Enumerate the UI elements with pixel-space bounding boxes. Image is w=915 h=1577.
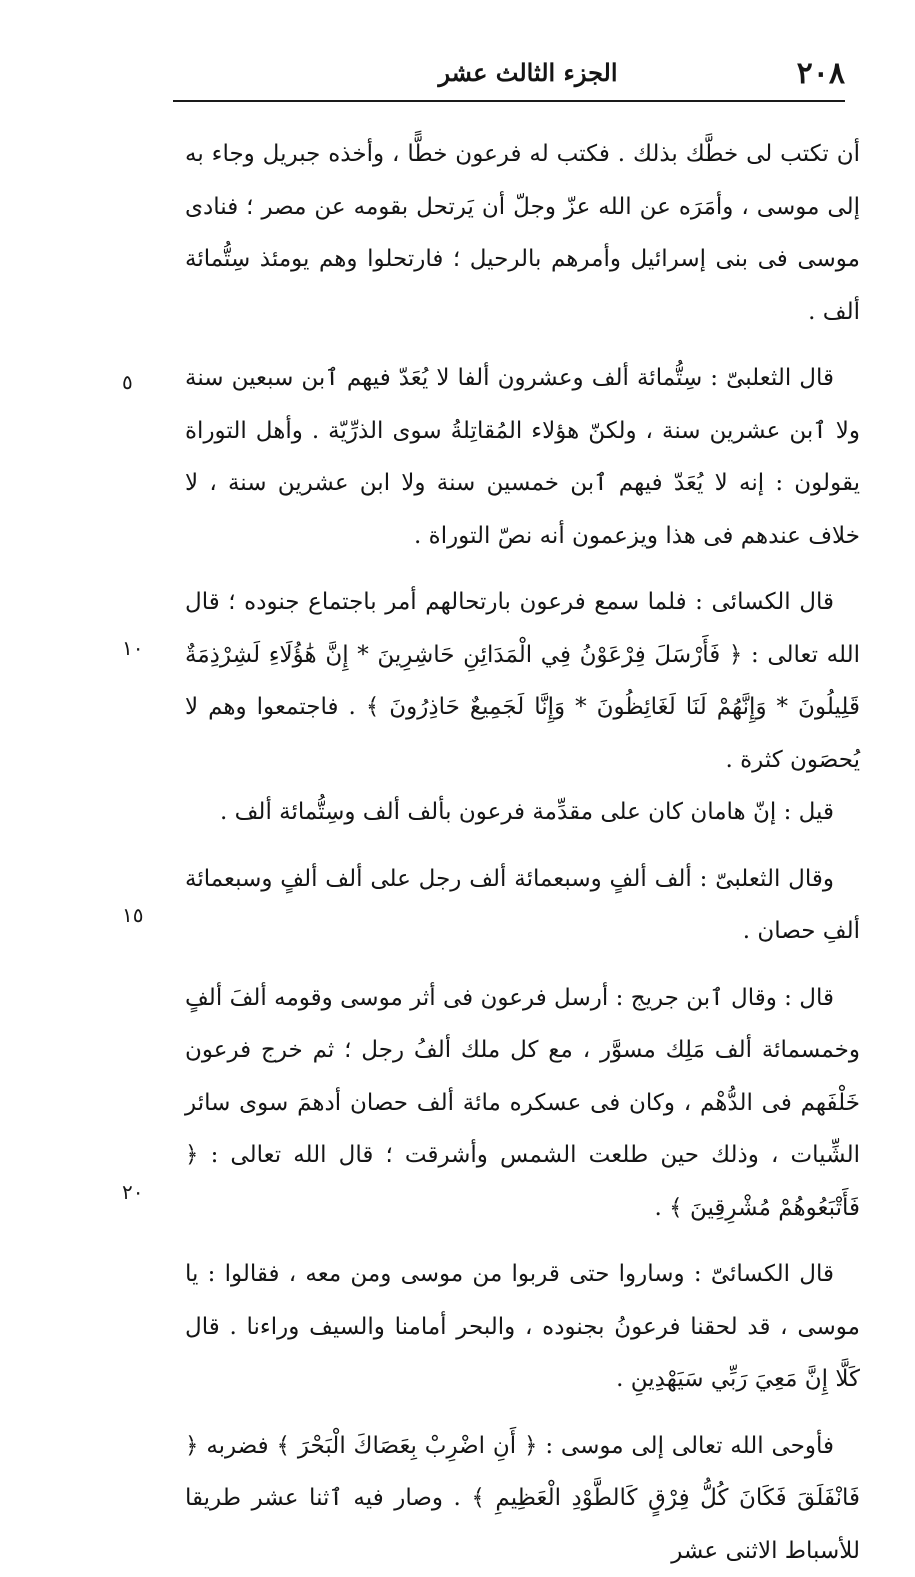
- paragraph: وقال الثعلبىّ : ألف ألفٍ وسبعمائة ألف رجل على ألف ألفٍ وسبعمائة ألفِ حصان .: [185, 853, 860, 958]
- page-number: ٢٠٨: [797, 56, 845, 91]
- running-title: الجزء الثالث عشر: [413, 58, 643, 87]
- line-number: ٢٠: [122, 1180, 143, 1204]
- margin-line-numbers: [0, 0, 180, 1353]
- body-text: [185, 128, 860, 1577]
- paragraph: قال الكسائى : فلما سمع فرعون بارتحالهم أمر باجتماع جنوده ؛ قال الله تعالى : ﴿ فَأَرْسَلَ فِرْعَوْنُ فِي الْمَدَائِنِ حَاشِرِينَ * إِنَّ هَٰؤُلَاءِ لَشِرْذِمَةٌ قَلِيلُونَ * وَإِنَّهُمْ لَنَا لَغَائِظُونَ * وَإِنَّا لَجَمِيعٌ حَاذِرُونَ ﴾ . فاجتمعوا وهم لا يُحصَون كثرة .: [185, 576, 860, 786]
- paragraph: قال الكسائىّ : وساروا حتى قربوا من موسى ومن معه ، فقالوا : يا موسى ، قد لحقنا فرعونُ بجنوده ، والبحر أمامنا والسيف وراءنا . قال كَلَّا إِنَّ مَعِيَ رَبِّي سَيَهْدِينِ .: [185, 1248, 860, 1406]
- paragraph: فأوحى الله تعالى إلى موسى : ﴿ أَنِ اضْرِبْ بِعَصَاكَ الْبَحْرَ ﴾ فضربه ﴿ فَانْفَلَقَ فَكَانَ كُلُّ فِرْقٍ كَالطَّوْدِ الْعَظِيمِ ﴾ . وصار فيه ٱثنا عشر طريقا للأسباط الاثنى عشر: [185, 1420, 860, 1577]
- paragraph: قيل : إنّ هامان كان على مقدِّمة فرعون بألف ألف وسِتُّمائة ألف .: [185, 786, 860, 839]
- paragraph: قال : وقال ٱبن جريج : أرسل فرعون فى أثر موسى وقومه ألفَ ألفٍ وخمسمائة ألف مَلِك مسوَّر ، مع كل ملك ألفُ رجل ؛ ثم خرج فرعون خَلْفَهم فى الدُّهْم ، وكان فى عسكره مائة ألف حصان أدهمَ سوى سائر الشِّيات ، وذلك حين طلعت الشمس وأشرقت ؛ قال الله تعالى : ﴿ فَأَتْبَعُوهُمْ مُشْرِقِينَ ﴾ .: [185, 972, 860, 1235]
- paragraph: أن تكتب لى خطَّك بذلك . فكتب له فرعون خطًّا ، وأخذه جبريل وجاء به إلى موسى ، وأمَرَه عن الله عزّ وجلّ أن يَرتحل بقومه عن مصر ؛ فنادى موسى فى بنى إسرائيل وأمرهم بالرحيل ؛ فارتحلوا وهم يومئذ سِتُّمائة ألف .: [185, 128, 860, 338]
- page-header: [173, 52, 845, 100]
- line-number: ١٠: [122, 636, 143, 660]
- paragraph: قال الثعلبىّ : سِتُّمائة ألف وعشرون ألفا لا يُعَدّ فيهم ٱبن سبعين سنة ولا ٱبن عشرين سنة ، ولكنّ هؤلاء المُقاتِلةُ سوى الذرِّيّة . وأهل التوراة يقولون : إنه لا يُعَدّ فيهم ٱبن خمسين سنة ولا ابن عشرين سنة ، لا خلاف عندهم فى هذا ويزعمون أنه نصّ التوراة .: [185, 352, 860, 562]
- line-number: ١٥: [122, 903, 143, 927]
- line-number: ٥: [122, 370, 133, 394]
- header-divider: [173, 100, 845, 102]
